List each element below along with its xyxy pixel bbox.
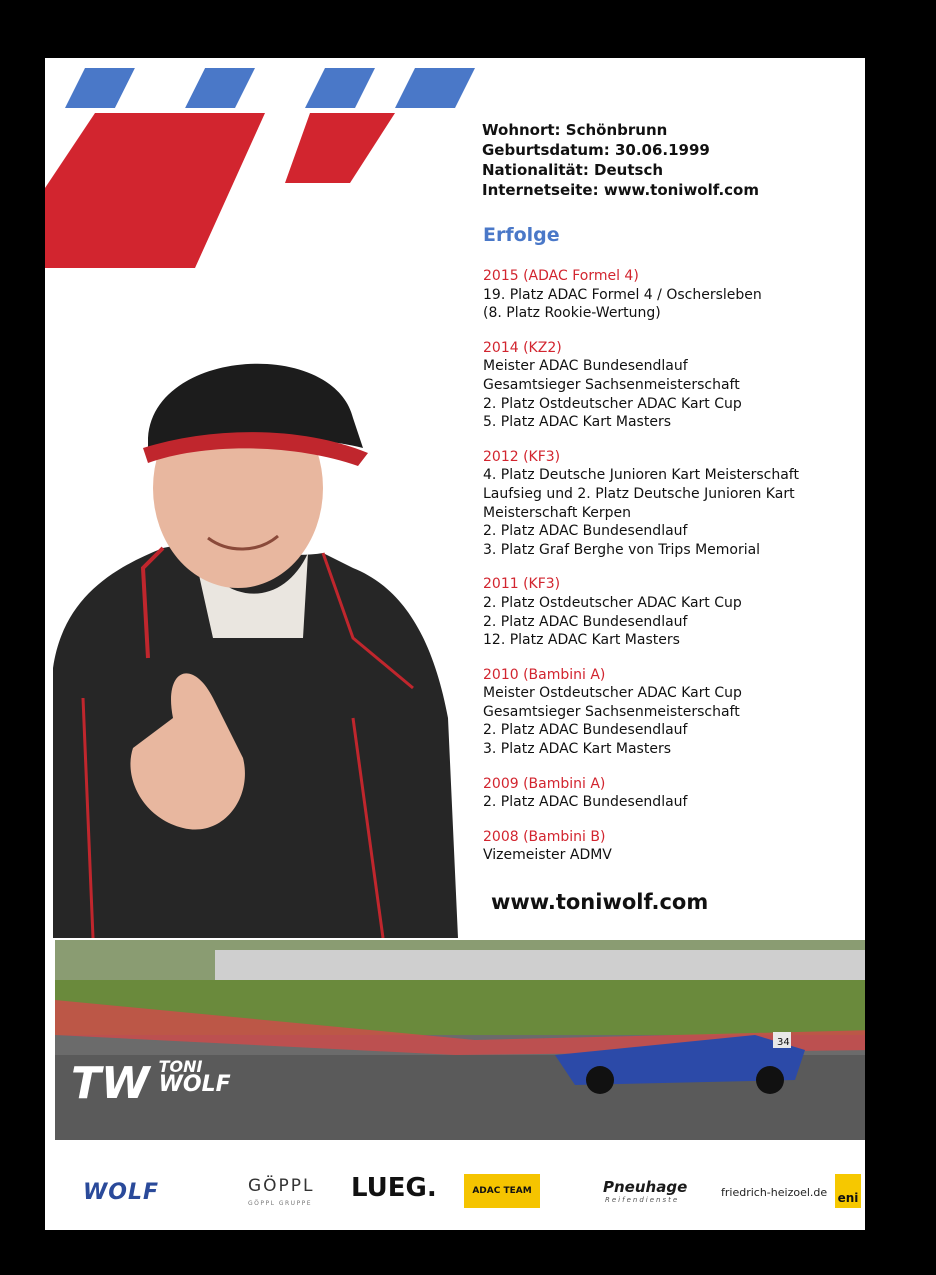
achievement-year: 2015 (ADAC Formel 4) (483, 268, 639, 284)
achievement-line: 2. Platz ADAC Bundesendlauf (483, 523, 688, 540)
nationality-text: Nationalität: Deutsch (482, 161, 664, 179)
logo-initials: TW (71, 1058, 150, 1109)
achievement-line: Gesamtsieger Sachsenmeisterschaft (483, 376, 740, 393)
logo-first-name: TONI (158, 1057, 203, 1076)
goppl-subtitle: GÖPPL GRUPPE (248, 1200, 313, 1207)
heizoel-logo: friedrich-heizoel.de (721, 1186, 828, 1199)
tw-logo (71, 1058, 231, 1109)
eni-logo: eni (835, 1174, 861, 1208)
achievement-line: 3. Platz ADAC Kart Masters (483, 741, 671, 758)
achievement-line: Gesamtsieger Sachsenmeisterschaft (483, 703, 740, 720)
achievement-line: 2. Platz Ostdeutscher ADAC Kart Cup (483, 594, 742, 611)
wolf-logo: WOLF (83, 1180, 160, 1205)
website-url: www.toniwolf.com (491, 890, 709, 914)
achievement-year: 2014 (KZ2) (483, 339, 562, 356)
achievement-block (483, 666, 863, 759)
achievement-year: 2012 (KF3) (483, 448, 561, 465)
adac-team-logo: ADAC TEAM (464, 1174, 540, 1208)
achievement-line: Meister Ostdeutscher ADAC Kart Cup (483, 685, 742, 702)
birthdate-text: Geburtsdatum: 30.06.1999 (482, 141, 710, 159)
achievement-line: Vizemeister ADMV (483, 847, 612, 864)
achievement-block (483, 775, 863, 812)
achievement-line: 5. Platz ADAC Kart Masters (483, 414, 671, 431)
website-text: Internetseite: www.toniwolf.com (482, 181, 759, 199)
achievement-block (483, 267, 863, 323)
achievement-line: Meisterschaft Kerpen (483, 504, 632, 521)
achievement-block (483, 339, 863, 432)
achievement-line: 3. Platz Graf Berghe von Trips Memorial (483, 541, 761, 558)
achievement-line: 12. Platz ADAC Kart Masters (483, 632, 680, 649)
personal-info (482, 120, 759, 200)
residence-text: Wohnort: Schönbrunn (482, 121, 668, 139)
logo-last-name: WOLF (158, 1072, 231, 1097)
achievement-block (483, 448, 863, 560)
autograph-card (45, 58, 865, 1230)
achievement-year: 2009 (Bambini A) (483, 775, 606, 792)
pneuhage-logo: Pneuhage (603, 1178, 688, 1196)
achievement-line: Meister ADAC Bundesendlauf (483, 358, 688, 375)
achievement-line: 19. Platz ADAC Formel 4 / Oschersleben (483, 286, 762, 303)
sponsor-bar (45, 1148, 865, 1230)
achievement-line: 2. Platz ADAC Bundesendlauf (483, 722, 688, 739)
achievements-list (483, 267, 863, 881)
achievements-heading: Erfolge (483, 224, 560, 246)
achievement-block (483, 828, 863, 865)
achievement-block (483, 575, 863, 649)
achievement-line: (8. Platz Rookie-Wertung) (483, 305, 661, 322)
driver-portrait (53, 338, 473, 938)
checkered-flag-graphic (45, 58, 485, 288)
lueg-logo: LUEG. (351, 1173, 437, 1203)
racing-banner (55, 940, 865, 1140)
achievement-year: 2008 (Bambini B) (483, 828, 606, 845)
goppl-logo: GÖPPL (248, 1176, 315, 1196)
achievement-year: 2010 (Bambini A) (483, 666, 606, 683)
achievement-line: 4. Platz Deutsche Junioren Kart Meisterschaft (483, 467, 799, 484)
car-number: 34 (777, 1037, 790, 1048)
achievement-year: 2011 (KF3) (483, 576, 561, 593)
achievement-line: Laufsieg und 2. Platz Deutsche Junioren Kart (483, 485, 795, 502)
achievement-line: 2. Platz Ostdeutscher ADAC Kart Cup (483, 395, 742, 412)
pneuhage-subtitle: Reifendienste (605, 1196, 680, 1204)
achievement-line: 2. Platz ADAC Bundesendlauf (483, 794, 688, 811)
achievement-line: 2. Platz ADAC Bundesendlauf (483, 613, 688, 630)
